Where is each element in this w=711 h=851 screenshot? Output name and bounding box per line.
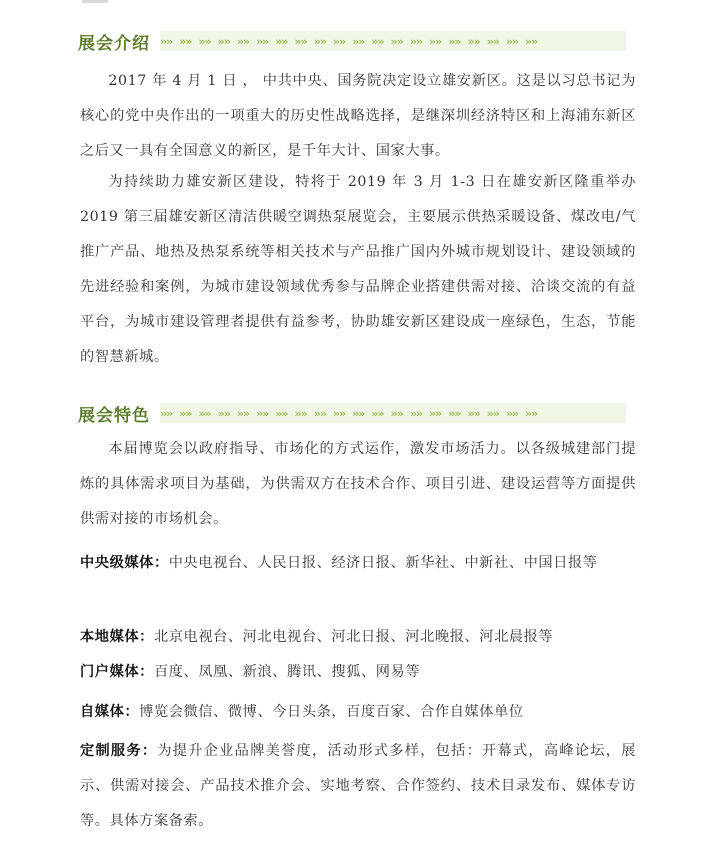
chevron-icon: »» [332, 34, 346, 48]
chevron-icon: »» [160, 34, 173, 48]
chevron-icon: »» [390, 34, 403, 48]
chevron-icon: »» [217, 406, 230, 420]
chevron-icon: »» [236, 406, 250, 420]
chevron-divider [160, 31, 626, 51]
media-text: 百度、凤凰、新浪、腾讯、搜狐、网易等 [153, 664, 421, 680]
media-row-portal [80, 655, 636, 690]
chevron-icon: »» [236, 34, 250, 48]
media-row-local [80, 620, 636, 655]
intro-paragraph-2: 为持续助力雄安新区建设，特将于 2019 年 3 月 1-3 日在雄安新区隆重举办 2019 第三届雄安新区清洁供暖空调热泵展览会，主要展示供热采暖设备、煤改电/气推广产品、地热及热泵系统等相关技术与产品推广国内外城市规划设计、建设领域的先进经验和案例，为城市建设领域优秀参与品牌企业搭建供需对接、洽谈交流的有益平台，为城市建设管理者提供有益参考，协助雄安新区建设成一座绿色，生态，节能的智慧新城。 [80, 174, 636, 365]
chevron-icon: »» [313, 406, 326, 420]
section-title: 展会介绍 [78, 33, 150, 54]
chevron-icon: »» [505, 34, 519, 48]
chevron-icon: »» [275, 34, 288, 48]
media-label: 定制服务： [80, 743, 158, 759]
chevron-divider [160, 403, 626, 423]
top-divider [82, 0, 108, 3]
chevron-icon: »» [429, 34, 442, 48]
media-label: 本地媒体： [80, 629, 154, 645]
media-row-central [80, 546, 636, 581]
media-label: 中央级媒体： [80, 555, 169, 571]
chevron-icon: »» [448, 34, 461, 48]
section-header-features [78, 402, 626, 424]
media-row-custom-service [80, 734, 636, 839]
media-text: 博览会微信、微博、今日头条，百度百家、合作自媒体单位 [139, 704, 524, 720]
media-label: 门户媒体： [80, 664, 154, 680]
chevron-icon: »» [256, 34, 269, 48]
chevron-icon: »» [160, 406, 173, 420]
chevron-icon: »» [198, 406, 211, 420]
chevron-icon: »» [217, 34, 230, 48]
section-title: 展会特色 [78, 405, 150, 426]
chevron-icon: »» [352, 34, 365, 48]
media-text: 为提升企业品牌美誉度，活动形式多样，包括：开幕式，高峰论坛，展示、供需对接会、产品技术推介会、实地考察、合作签约、技术目录发布、媒体专访等。具体方案备索。 [80, 743, 636, 829]
chevron-icon: »» [409, 406, 423, 420]
chevron-icon: »» [313, 34, 326, 48]
chevron-icon: »» [448, 406, 461, 420]
chevron-icon: »» [390, 406, 403, 420]
chevron-icon: »» [352, 406, 365, 420]
media-text: 北京电视台、河北电视台、河北日报、河北晚报、河北晨报等 [153, 629, 554, 645]
intro-paragraph-1: 2017 年 4 月 1 日 ， 中共中央、国务院决定设立雄安新区。这是以习总书记为核心的党中央作出的一项重大的历史性战略选择，是继深圳经济特区和上海浦东新区之后又一具有全国意义的新区，是千年大计、国家大事。 [80, 73, 636, 159]
chevron-icon: »» [371, 406, 384, 420]
chevron-icon: »» [505, 406, 519, 420]
media-row-self [80, 695, 636, 730]
media-label: 自媒体： [80, 704, 140, 720]
section-header-intro [78, 30, 626, 52]
chevron-icon: »» [486, 34, 499, 48]
chevron-icon: »» [409, 34, 423, 48]
chevron-icon: »» [294, 406, 307, 420]
chevron-icon: »» [198, 34, 211, 48]
chevron-icon: »» [371, 34, 384, 48]
features-paragraph: 本届博览会以政府指导、市场化的方式运作，激发市场活力。以各级城建部门提炼的具体需求项目为基础，为供需双方在技术合作、项目引进、建设运营等方面提供供需对接的市场机会。 [80, 441, 636, 527]
chevron-icon: »» [429, 406, 442, 420]
chevron-icon: »» [275, 406, 288, 420]
chevron-icon: »» [486, 406, 499, 420]
chevron-icon: »» [179, 34, 192, 48]
chevron-icon: »» [179, 406, 192, 420]
chevron-icon: »» [332, 406, 346, 420]
media-text: 中央电视台、人民日报、经济日报、新华社、中新社、中国日报等 [168, 555, 598, 571]
chevron-icon: »» [467, 34, 480, 48]
chevron-icon: »» [256, 406, 269, 420]
chevron-icon: »» [525, 406, 538, 420]
chevron-icon: »» [294, 34, 307, 48]
chevron-icon: »» [467, 406, 480, 420]
chevron-icon: »» [525, 34, 538, 48]
